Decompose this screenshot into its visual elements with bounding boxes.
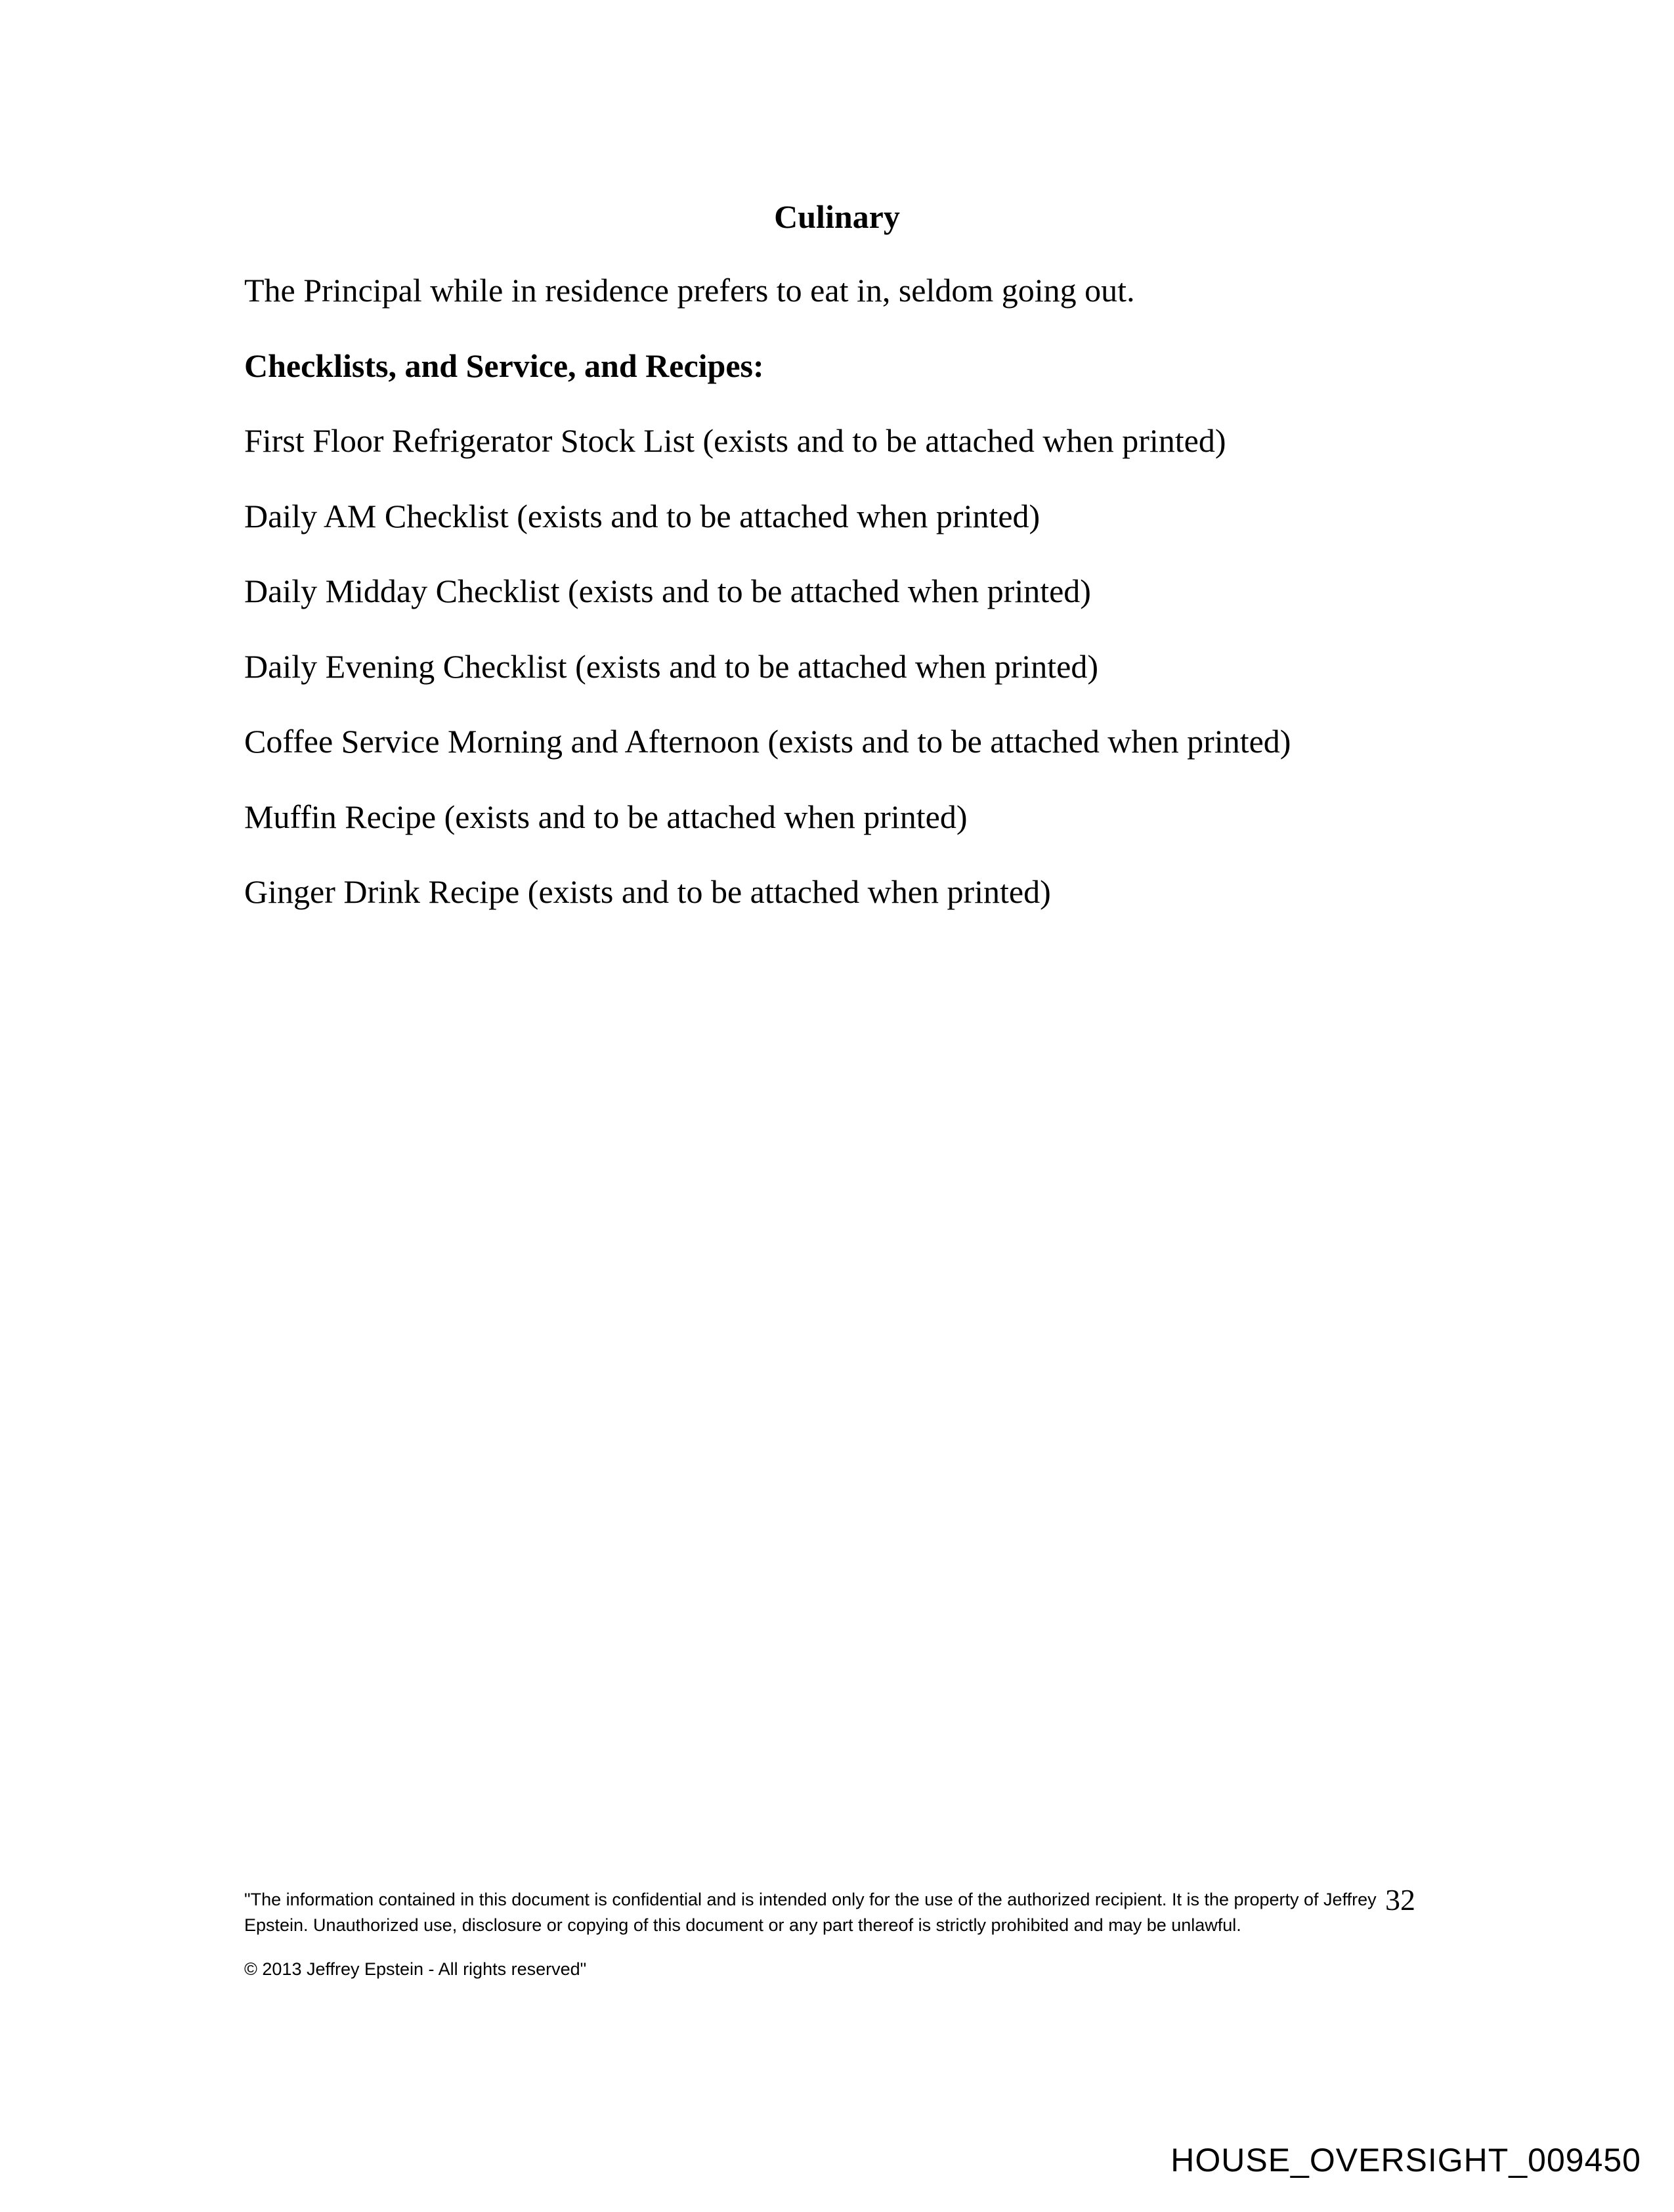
list-item: Daily Evening Checklist (exists and to be attached when printed) bbox=[244, 647, 1099, 685]
intro-paragraph: The Principal while in residence prefers to eat in, seldom going out. bbox=[244, 272, 1135, 309]
list-item: First Floor Refrigerator Stock List (exists and to be attached when printed) bbox=[244, 422, 1226, 459]
confidentiality-notice: "The information contained in this document is confidential and is intended only for the use of the authorized recipient. It is the property of Jeffrey Epstein. Unauthorized use, disclosure or copying of this document or any part thereof is strictly prohibited and may be unlawful. bbox=[244, 1890, 1377, 1935]
footer-notice bbox=[244, 1887, 1393, 1982]
list-item: Daily Midday Checklist (exists and to be attached when printed) bbox=[244, 573, 1091, 609]
list-item: Daily AM Checklist (exists and to be attached when printed) bbox=[244, 497, 1041, 534]
page-number: 32 bbox=[1385, 1883, 1415, 1917]
copyright-notice: © 2013 Jeffrey Epstein - All rights reserved" bbox=[244, 1959, 587, 1979]
section-subheading: Checklists, and Service, and Recipes: bbox=[244, 347, 764, 384]
checklist-list bbox=[244, 421, 1291, 947]
list-item: Coffee Service Morning and Afternoon (exists and to be attached when printed) bbox=[244, 723, 1291, 760]
list-item: Muffin Recipe (exists and to be attached when printed) bbox=[244, 798, 968, 835]
page-title: Culinary bbox=[774, 198, 900, 235]
list-item: Ginger Drink Recipe (exists and to be attached when printed) bbox=[244, 873, 1051, 910]
bates-number: HOUSE_OVERSIGHT_009450 bbox=[1170, 2142, 1641, 2179]
